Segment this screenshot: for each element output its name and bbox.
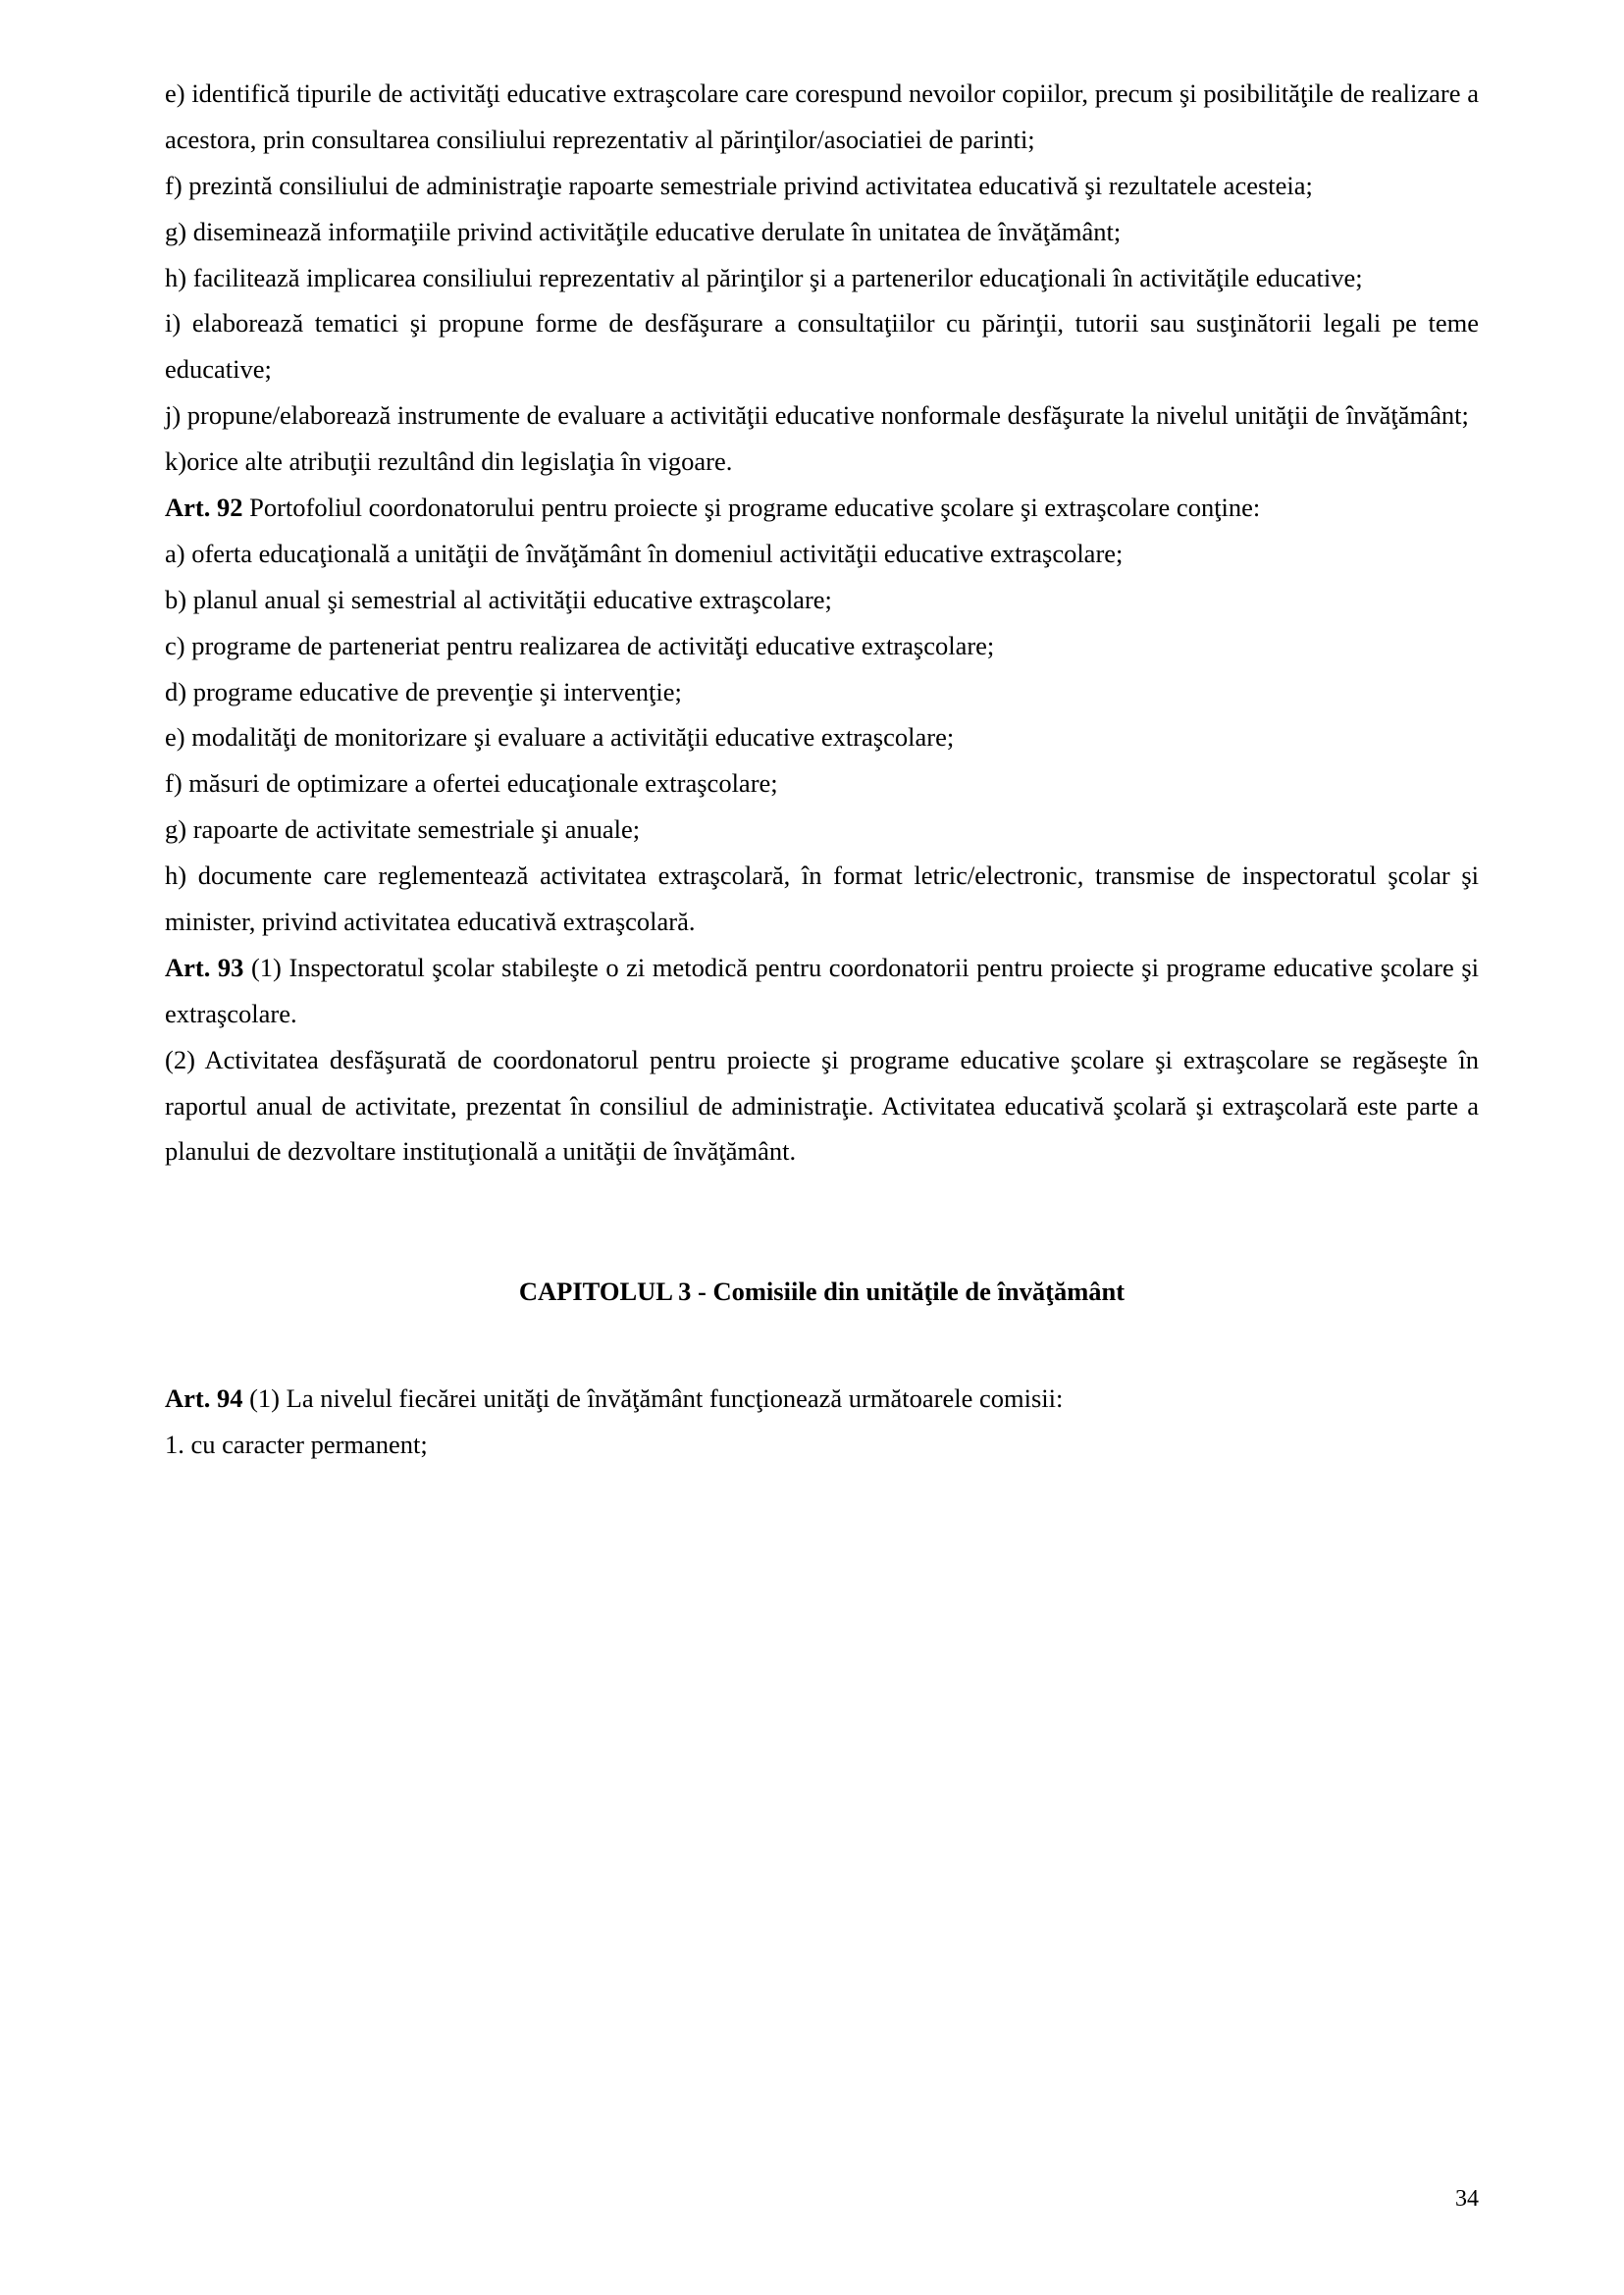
paragraph-text: (2) Activitatea desfăşurată de coordonatorul pentru proiecte şi programe educative şcolare şi extraşcolare se regăseşte în raportul anual de activitate, prezentat în consiliul de administraţie. Activitatea educativă şcolară şi extraşcolară este parte a planului de dezvoltare instituţională a unităţii de învăţământ. [165, 1044, 1479, 1167]
paragraph-text: Portofoliul coordonatorului pentru proiecte şi programe educative şcolare şi extraşcolare conţine: [242, 493, 1261, 523]
paragraph-text: i) elaborează tematici şi propune forme de desfăşurare a consultaţiilor cu părinţii, tutorii sau susţinătorii legali pe teme educative; [165, 308, 1479, 385]
paragraph-k [165, 439, 1479, 485]
article-93-alin-2 [165, 1037, 1479, 1175]
page-number: 34 [1455, 2186, 1479, 2212]
paragraph-text: (1) Inspectoratul şcolar stabileşte o zi metodică pentru coordonatorii pentru proiecte şi programe educative şcolare şi extraşcolare. [165, 952, 1479, 1028]
paragraph-text: g) diseminează informaţiile privind activităţile educative derulate în unitatea de învăţământ; [165, 216, 1122, 246]
heading-spacer [165, 1315, 1479, 1376]
paragraph-e [165, 71, 1479, 163]
paragraph-j [165, 392, 1479, 439]
paragraph-text: h) documente care reglementează activitatea extraşcolară, în format letric/electronic, transmise de inspectoratul şcolar şi minister, privind activitatea educativă extraşcolară. [165, 861, 1479, 937]
paragraph-text: f) prezintă consiliului de administraţie rapoarte semestriale privind activitatea educativă şi rezultatele acesteia; [165, 170, 1313, 200]
paragraph-94-item-1 [165, 1422, 1479, 1468]
article-number: Art. 94 [165, 1383, 243, 1414]
paragraph-text: k)orice alte atribuţii rezultând din legislaţia în vigoare. [165, 446, 733, 477]
paragraph-text: c) programe de parteneriat pentru realizarea de activităţi educative extraşcolare; [165, 630, 995, 660]
article-94-alin-1 [165, 1376, 1479, 1422]
paragraph-text: e) modalităţi de monitorizare şi evaluare a activităţii educative extraşcolare; [165, 722, 955, 753]
paragraph-92-g [165, 807, 1479, 853]
article-92 [165, 485, 1479, 531]
paragraph-92-e [165, 714, 1479, 760]
paragraph-92-b [165, 577, 1479, 623]
paragraph-text: e) identifică tipurile de activităţi educative extraşcolare care corespund nevoilor copiilor, precum şi posibilităţile de realizare a acestora, prin consultarea consiliului reprezentativ al părinţilor/asociatiei de parinti; [165, 78, 1479, 154]
paragraph-text: 1. cu caracter permanent; [165, 1430, 428, 1460]
paragraph-text: f) măsuri de optimizare a ofertei educaţionale extraşcolare; [165, 768, 778, 799]
paragraph-text: g) rapoarte de activitate semestriale şi anuale; [165, 814, 641, 845]
paragraph-g [165, 209, 1479, 255]
paragraph-text: d) programe educative de prevenţie şi intervenţie; [165, 676, 682, 706]
article-93-alin-1 [165, 945, 1479, 1037]
paragraph-92-d [165, 669, 1479, 715]
paragraph-text: j) propune/elaborează instrumente de evaluare a activităţii educative nonformale desfăşurate la nivelul unităţii de învăţământ; [165, 400, 1469, 431]
paragraph-i [165, 300, 1479, 392]
chapter-heading: CAPITOLUL 3 - Comisiile din unităţile de învăţământ [518, 1277, 1126, 1307]
paragraph-f [165, 163, 1479, 209]
article-number: Art. 92 [165, 493, 243, 523]
paragraph-92-h [165, 853, 1479, 945]
paragraph-92-c [165, 623, 1479, 669]
paragraph-text: a) oferta educaţională a unităţii de învăţământ în domeniul activităţii educative extraşcolare; [165, 538, 1124, 568]
article-number: Art. 93 [165, 952, 244, 982]
paragraph-text: h) facilitează implicarea consiliului reprezentativ al părinţilor şi a partenerilor educaţionali în activităţile educative; [165, 262, 1363, 292]
paragraph-92-a [165, 531, 1479, 577]
paragraph-h [165, 255, 1479, 301]
paragraph-92-f [165, 760, 1479, 807]
section-spacer [165, 1174, 1479, 1269]
paragraph-text: (1) La nivelul fiecărei unităţi de învăţământ funcţionează următoarele comisii: [242, 1383, 1064, 1414]
paragraph-text: b) planul anual şi semestrial al activităţii educative extraşcolare; [165, 584, 832, 614]
